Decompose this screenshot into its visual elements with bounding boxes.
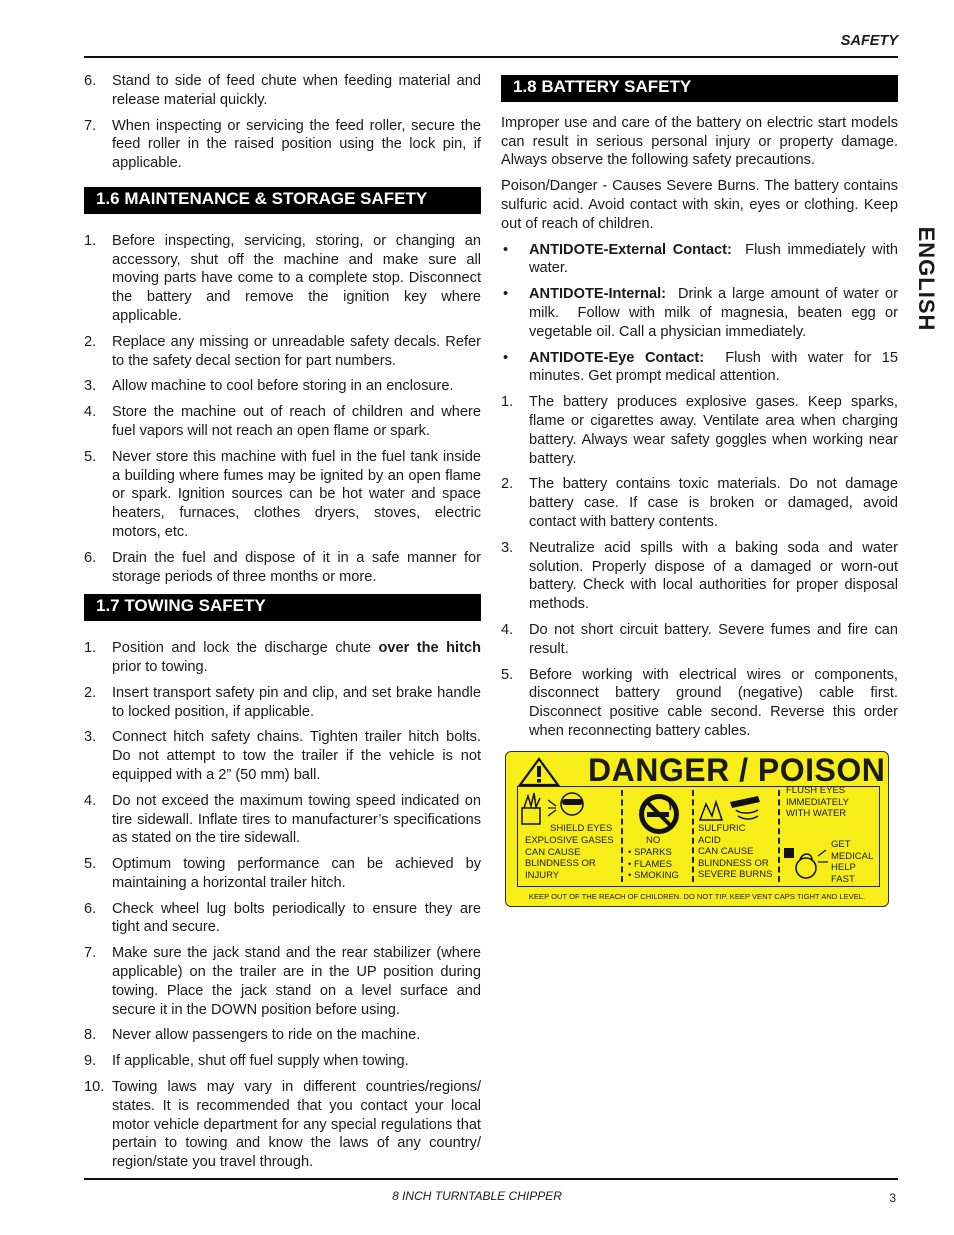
- language-tab-label: ENGLISH: [914, 226, 939, 332]
- section-heading-battery: 1.8 BATTERY SAFETY: [501, 75, 898, 102]
- list-item-text: When inspecting or servicing the feed roller, secure the feed roller in the raised position using the lock pin, if applicable.: [112, 117, 481, 172]
- eye-wash-medical-icon: [782, 846, 830, 882]
- list-item-number: 4.: [501, 621, 514, 638]
- list-item-text: Make sure the jack stand and the rear stabilizer (where applicable) on the trailer are in the UP position during towing. Place the jack stand on a level surface and secure it in the DOWN position before using.: [112, 945, 481, 1018]
- list-item-text: The battery produces explosive gases. Keep sparks, flame or cigarettes away. Ventilate area when charging battery. Always wear safety goggles when working near battery.: [529, 394, 898, 467]
- list-item: [84, 549, 481, 587]
- list-item-number: 2.: [84, 333, 97, 350]
- list-item-text: Check wheel lug bolts periodically to ensure they are tight and secure.: [112, 900, 481, 936]
- list-item: [84, 448, 481, 542]
- antidote-text: ANTIDOTE-Eye Contact: Flush with water for 15 minutes. Get prompt medical attention.: [529, 349, 903, 385]
- list-item-text: Replace any missing or unreadable safety decals. Refer to the safety decal section for part numbers.: [112, 333, 481, 369]
- list-item: [84, 1078, 481, 1172]
- antidote-label: ANTIDOTE-Internal:: [529, 286, 667, 303]
- explosive-gases-goggles-icon: [520, 790, 592, 826]
- emphasis-text: over the hitch: [378, 640, 481, 657]
- list-item: [84, 232, 481, 326]
- no-smoking-icon: [637, 792, 681, 836]
- section-heading-towing: 1.7 TOWING SAFETY: [84, 594, 481, 621]
- panel-1-heading: SHIELD EYES: [550, 823, 613, 834]
- list-item-text: Optimum towing performance can be achieved by maintaining a horizontal trailer hitch.: [112, 856, 481, 891]
- acid-burn-icon: [696, 790, 768, 824]
- list-item: [84, 728, 481, 784]
- list-item-text: If applicable, shut off fuel supply when towing.: [112, 1053, 409, 1070]
- list-item-number: 3.: [84, 378, 97, 395]
- panel-1-text: EXPLOSIVE GASES CAN CAUSE BLINDNESS OR INJURY: [525, 835, 614, 881]
- panel-divider: [778, 790, 780, 882]
- list-item-text: Towing laws may vary in different countries/regions/ states. It is recommended that you contact your local motor vehicle department for any special regulations that pertain to towing and know the laws of any country/ region/state you travel through.: [112, 1079, 481, 1171]
- list-item: [84, 117, 481, 173]
- list-item-text: Insert transport safety pin and clip, and set brake handle to locked position, if applicable.: [112, 684, 481, 720]
- panel-2-heading: NO: [646, 835, 661, 846]
- antidote-text: ANTIDOTE-Internal: Drink a large amount of water or milk. Follow with milk of magnesia, beaten egg or vegetable oil. Call a physician immediately.: [529, 286, 903, 340]
- list-item: [84, 900, 481, 938]
- antidote-list: [501, 241, 903, 387]
- list-item: [84, 944, 481, 1019]
- list-item: [84, 684, 481, 722]
- towing-list: [84, 684, 481, 1172]
- bullet-icon: •: [503, 349, 509, 366]
- list-item-number: 6.: [84, 73, 97, 89]
- list-item-number: 7.: [84, 117, 97, 134]
- left-column: [84, 72, 481, 1179]
- panel-4-bottom-text: GET MEDICAL HELP FAST: [831, 839, 874, 885]
- list-item: [84, 855, 481, 893]
- antidote-item: [501, 349, 903, 387]
- maintenance-list: [84, 232, 481, 587]
- list-item: [84, 377, 481, 396]
- list-item-number: 10.: [84, 1079, 105, 1096]
- danger-label-title: DANGER / POISON: [588, 752, 886, 788]
- list-item-text: Connect hitch safety chains. Tighten trailer hitch bolts. Do not attempt to tow the trailer if the vehicle is not equipped with a 2” (50 mm) ball.: [112, 729, 481, 783]
- list-item: [84, 792, 481, 848]
- list-item-number: 3.: [501, 539, 514, 556]
- right-column: [501, 72, 903, 748]
- list-item-text: Store the machine out of reach of children and where fuel vapors will not reach an open flame or spark.: [112, 404, 481, 439]
- list-item: [501, 539, 898, 614]
- battery-list: [501, 393, 898, 741]
- list-item-number: 9.: [84, 1053, 97, 1070]
- list-item-number: 2.: [501, 476, 514, 493]
- list-item-number: 3.: [84, 729, 97, 746]
- header-section-title: SAFETY: [840, 33, 898, 49]
- list-item-number: 7.: [84, 945, 97, 962]
- panel-divider: [621, 790, 623, 882]
- header-rule: [84, 56, 898, 58]
- list-item-number: 4.: [84, 404, 97, 421]
- panel-3-text: SULFURIC ACID CAN CAUSE BLINDNESS OR SEVERE BURNS: [698, 823, 773, 880]
- page-number: 3: [889, 1191, 896, 1205]
- list-item-text: The battery contains toxic materials. Do not damage battery case. If case is broken or damaged, avoid contact with battery contents.: [529, 476, 898, 530]
- list-item: [84, 639, 481, 677]
- danger-label-footer: KEEP OUT OF THE REACH OF CHILDREN. DO NOT TIP. KEEP VENT CAPS TIGHT AND LEVEL.: [528, 892, 866, 901]
- antidote-item: [501, 285, 903, 341]
- list-item: [84, 72, 481, 110]
- list-item: [501, 621, 898, 659]
- list-item-number: 1.: [84, 232, 97, 249]
- bullet-icon: •: [503, 286, 509, 303]
- list-item-text: Do not exceed the maximum towing speed indicated on tire sidewall. Inflate tires to manufacturer’s specifications as stated on the tire sidewall.: [112, 792, 481, 847]
- language-tab: [906, 226, 946, 332]
- list-item: [501, 393, 898, 468]
- footer-document-title: 8 INCH TURNTABLE CHIPPER: [392, 1189, 562, 1203]
- list-item-number: 5.: [84, 856, 97, 873]
- antidote-label: ANTIDOTE-Eye Contact:: [529, 349, 705, 366]
- battery-warning-paragraph: Poison/Danger - Causes Severe Burns. The battery contains sulfuric acid. Avoid contact with skin, eyes or clothing. Keep out of reach of children.: [501, 178, 898, 232]
- list-item-text: Drain the fuel and dispose of it in a safe manner for storage periods of three months or more.: [112, 549, 481, 585]
- list-item: [501, 666, 898, 741]
- list-item-number: 5.: [84, 448, 97, 465]
- intro-list: [84, 72, 481, 173]
- list-item-number: 2.: [84, 684, 97, 701]
- panel-2-text: • SPARKS • FLAMES • SMOKING: [628, 847, 679, 881]
- panel-divider: [692, 790, 694, 882]
- list-item-number: 8.: [84, 1027, 97, 1044]
- antidote-text: ANTIDOTE-External Contact: Flush immediately with water.: [529, 241, 903, 277]
- list-item-number: 6.: [84, 900, 97, 917]
- list-item-text: Before inspecting, servicing, storing, or changing an accessory, shut off the machine and make sure all moving parts have come to a complete stop. Disconnect the battery and remove the ignition key where applicable.: [112, 232, 481, 324]
- list-item-text: Allow machine to cool before storing in an enclosure.: [112, 378, 454, 395]
- list-item-number: 4.: [84, 792, 97, 809]
- list-item: [84, 1052, 481, 1071]
- bullet-icon: •: [503, 241, 509, 258]
- antidote-label: ANTIDOTE-External Contact:: [529, 241, 732, 258]
- list-item-text: Before working with electrical wires or components, disconnect battery ground (negative) cable first. Disconnect positive cable second. Reverse this order when reconnecting battery cables.: [529, 666, 898, 739]
- list-item-text: Do not short circuit battery. Severe fumes and fire can result.: [529, 621, 898, 657]
- list-item-text: Neutralize acid spills with a baking soda and water solution. Properly dispose of a damaged or worn-out battery. Check with local authorities for proper disposal methods.: [529, 539, 898, 613]
- list-item: [84, 1026, 481, 1045]
- list-item: [84, 403, 481, 441]
- section-heading-maintenance: 1.6 MAINTENANCE & STORAGE SAFETY: [84, 187, 481, 214]
- list-item-text: Position and lock the discharge chute over the hitch prior to towing.: [112, 640, 481, 675]
- list-item-number: 1.: [501, 394, 514, 411]
- list-item-text: Never store this machine with fuel in the fuel tank inside a building where fumes may be ignited by an open flame or spark. Ignition sources can be hot water and space heaters, furnaces, clothes dryers, stoves, electric motors, etc.: [112, 448, 481, 540]
- list-item-text: Never allow passengers to ride on the machine.: [112, 1027, 421, 1044]
- antidote-item: [501, 241, 903, 279]
- list-item: [84, 333, 481, 371]
- warning-triangle-icon: [518, 757, 560, 787]
- battery-intro-paragraph: Improper use and care of the battery on electric start models can result in serious personal injury or property damage. Always observe the following safety precautions.: [501, 114, 898, 169]
- list-item-number: 5.: [501, 666, 514, 683]
- list-item-number: 6.: [84, 549, 97, 566]
- panel-4-top-text: FLUSH EYES IMMEDIATELY WITH WATER: [786, 785, 849, 819]
- list-item: [501, 475, 898, 531]
- list-item-text: Stand to side of feed chute when feeding material and release material quickly.: [112, 73, 481, 108]
- danger-poison-label: [505, 751, 889, 907]
- footer-rule: [84, 1178, 898, 1180]
- list-item-number: 1.: [84, 640, 97, 657]
